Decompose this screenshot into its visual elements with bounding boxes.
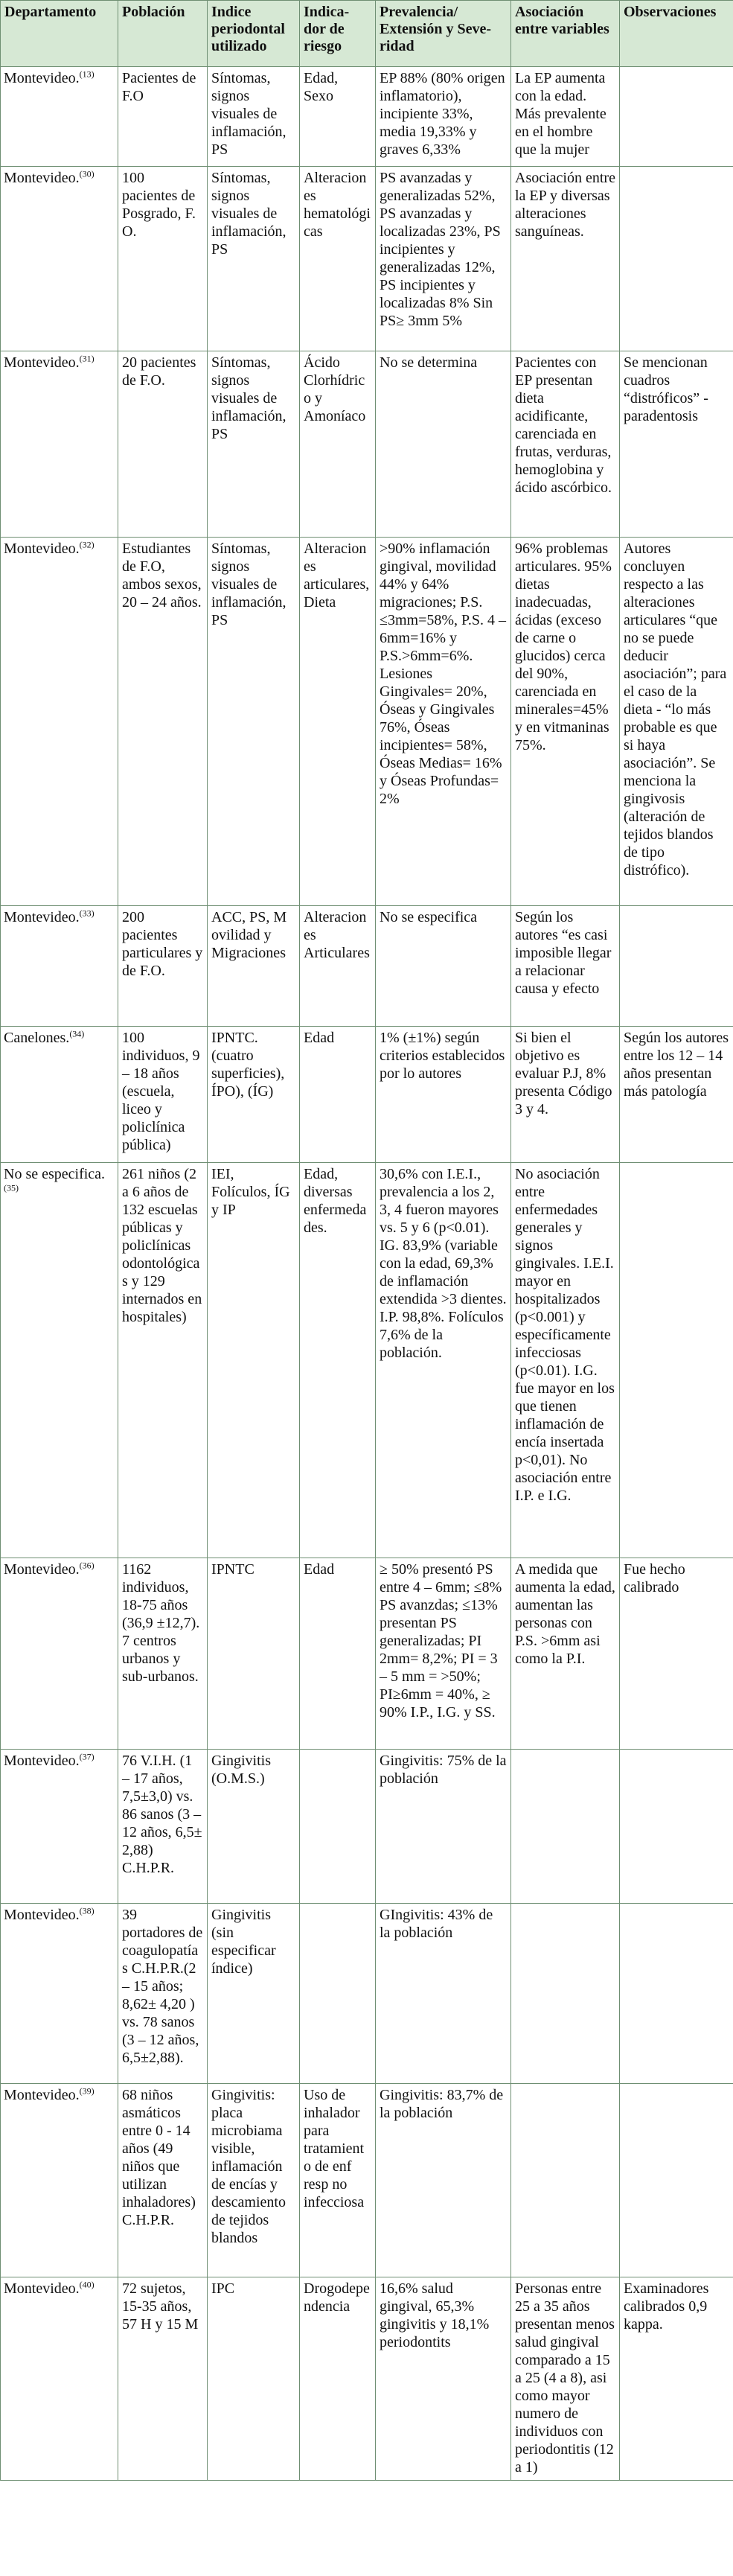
cell-departamento [1, 2277, 118, 2481]
cell-observaciones [620, 1750, 733, 1904]
cell-indicador: Alteraciones articulares, Dieta [300, 538, 376, 906]
cell-indicador: Edad [300, 1027, 376, 1163]
cell-observaciones [620, 67, 733, 167]
table-row [1, 167, 733, 351]
cell-departamento [1, 1558, 118, 1750]
dept-text: Montevideo. [4, 70, 80, 86]
dept-text: Montevideo. [4, 1561, 80, 1578]
ref-sup: (32) [79, 539, 95, 550]
table-row [1, 1163, 733, 1558]
cell-departamento [1, 1027, 118, 1163]
ref-sup: (35) [4, 1182, 19, 1193]
cell-indice: IPNTC [208, 1558, 300, 1750]
cell-indice: Gingivitis (O.M.S.) [208, 1750, 300, 1904]
cell-departamento [1, 167, 118, 351]
cell-observaciones [620, 2084, 733, 2277]
cell-asociacion: Pacientes con EP presentan dieta acidificante, carenciada en frutas, verduras, hemoglobina y ácido ascórbico. [511, 351, 620, 538]
cell-poblacion: 68 niños asmáticos entre 0 - 14 años (49 niños que utilizan inhaladores) C.H.P.R. [118, 2084, 208, 2277]
cell-observaciones [620, 906, 733, 1027]
cell-prevalencia: Gingivitis: 75% de la población [376, 1750, 511, 1904]
cell-asociacion: Según los autores “es casi imposible llegar a relacionar causa y efecto [511, 906, 620, 1027]
cell-prevalencia: No se determina [376, 351, 511, 538]
dept-text: Montevideo. [4, 1907, 80, 1923]
cell-poblacion: Pacientes de F.O [118, 67, 208, 167]
cell-prevalencia: GIngivitis: 43% de la población [376, 1904, 511, 2084]
cell-asociacion [511, 1904, 620, 2084]
cell-indicador: Edad [300, 1558, 376, 1750]
table-row [1, 351, 733, 538]
cell-prevalencia: No se especifica [376, 906, 511, 1027]
dept-text: Montevideo. [4, 541, 80, 557]
cell-prevalencia: ≥ 50% presentó PS entre 4 – 6mm; ≤8% PS avanzdas; ≤13% presentan PS generalizadas; PI 2mm= 8,2%; PI = 3 – 5 mm = >50%; PI≥6mm = 40%, ≥ 90% I.P., I.G. y SS. [376, 1558, 511, 1750]
header-asociacion: Asociación entre variables [511, 1, 620, 67]
cell-prevalencia: EP 88% (80% origen inflamatorio), incipiente 33%, media 19,33% y graves 6,33% [376, 67, 511, 167]
table-row [1, 1027, 733, 1163]
header-departamento: Departamento [1, 1, 118, 67]
table-row [1, 906, 733, 1027]
header-row [1, 1, 733, 67]
cell-prevalencia: 30,6% con I.E.I., prevalencia a los 2, 3, 4 fueron mayores vs. 5 y 6 (p<0.01). IG. 83,9% (variable con la edad, 69,3% de inflamación extendida >3 dientes. I.P. 98,8%. Folículos 7,6% de la población. [376, 1163, 511, 1558]
cell-indice: IEI, Folículos, ÍG y IP [208, 1163, 300, 1558]
ref-sup: (13) [79, 68, 95, 80]
ref-sup: (36) [79, 1560, 95, 1571]
table-row [1, 2277, 733, 2481]
ref-sup: (34) [69, 1028, 85, 1039]
cell-asociacion: Asociación entre la EP y diversas alteraciones sanguíneas. [511, 167, 620, 351]
cell-observaciones [620, 1904, 733, 2084]
cell-departamento [1, 1163, 118, 1558]
dept-text: Canelones. [4, 1030, 70, 1046]
dept-text: Montevideo. [4, 1753, 80, 1769]
table-row [1, 538, 733, 906]
dept-text: Montevideo. [4, 909, 80, 925]
cell-poblacion: 39 portadores de coagulopatías C.H.P.R.(2 – 15 años; 8,62± 4,20 ) vs. 78 sanos (3 – 12 años, 6,5±2,88). [118, 1904, 208, 2084]
cell-indicador: Alteraciones Articulares [300, 906, 376, 1027]
header-poblacion: Población [118, 1, 208, 67]
ref-sup: (30) [79, 168, 95, 179]
header-observaciones: Observaciones [620, 1, 733, 67]
cell-poblacion: 100 pacientes de Posgrado, F. O. [118, 167, 208, 351]
cell-poblacion: 100 individuos, 9 – 18 años (escuela, liceo y policlínica pública) [118, 1027, 208, 1163]
header-indicador: Indica-dor de riesgo [300, 1, 376, 67]
dept-text: Montevideo. [4, 170, 80, 186]
cell-asociacion [511, 1750, 620, 1904]
cell-poblacion: 200 pacientes particulares y de F.O. [118, 906, 208, 1027]
cell-poblacion: 1162 individuos, 18-75 años (36,9 ±12,7). 7 centros urbanos y sub-urbanos. [118, 1558, 208, 1750]
cell-indice: ACC, PS, M ovilidad y Migraciones [208, 906, 300, 1027]
cell-asociacion: Personas entre 25 a 35 años presentan menos salud gingival comparado a 15 a 25 (4 a 8), asi como mayor numero de individuos con periodontitis (12 a 1) [511, 2277, 620, 2481]
header-prevalencia: Prevalencia/ Extensión y Seve-ridad [376, 1, 511, 67]
cell-asociacion: La EP aumenta con la edad. Más prevalente en el hombre que la mujer [511, 67, 620, 167]
table-row [1, 1904, 733, 2084]
cell-departamento [1, 1750, 118, 1904]
cell-poblacion: 72 sujetos, 15-35 años, 57 H y 15 M [118, 2277, 208, 2481]
cell-indice: Gingivitis (sin especificar índice) [208, 1904, 300, 2084]
cell-observaciones: Se mencionan cuadros “distróficos” - paradentosis [620, 351, 733, 538]
cell-indicador: Edad, Sexo [300, 67, 376, 167]
cell-departamento [1, 1904, 118, 2084]
cell-departamento [1, 67, 118, 167]
cell-indicador: Drogodependencia [300, 2277, 376, 2481]
cell-observaciones: Examinadores calibrados 0,9 kappa. [620, 2277, 733, 2481]
cell-poblacion: 20 pacientes de F.O. [118, 351, 208, 538]
cell-indice: Gingivitis: placa microbiama visible, inflamación de encías y descamiento de tejidos blandos [208, 2084, 300, 2277]
cell-indice: Síntomas, signos visuales de inflamación, PS [208, 351, 300, 538]
cell-indicador [300, 1750, 376, 1904]
cell-indice: Síntomas, signos visuales de inflamación, PS [208, 167, 300, 351]
ref-sup: (39) [79, 2085, 95, 2097]
cell-observaciones [620, 1163, 733, 1558]
cell-observaciones: Según los autores entre los 12 – 14 años presentan más patología [620, 1027, 733, 1163]
cell-observaciones: Autores concluyen respecto a las alteraciones articulares “que no se puede deducir asociación”; para el caso de la dieta - “lo más probable es que si haya asociación”. Se menciona la gingivosis (alteración de tejidos blandos de tipo distrófico). [620, 538, 733, 906]
dept-text: Montevideo. [4, 2087, 80, 2103]
cell-poblacion: 261 niños (2 a 6 años de 132 escuelas públicas y policlínicas odontológicas y 129 internados en hospitales) [118, 1163, 208, 1558]
dept-text: No se especifica. [4, 1166, 106, 1182]
cell-departamento [1, 2084, 118, 2277]
cell-prevalencia: >90% inflamación gingival, movilidad 44% y 64% migraciones; P.S. ≤3mm=58%, P.S. 4 – 6mm=16% y P.S.>6mm=6%. Lesiones Gingivales= 20%, Óseas y Gingivales 76%, Óseas incipientes= 58%, Óseas Medias= 16% y Óseas Profundas= 2% [376, 538, 511, 906]
cell-asociacion: A medida que aumenta la edad, aumentan las personas con P.S. >6mm asi como la P.I. [511, 1558, 620, 1750]
ref-sup: (31) [79, 353, 95, 364]
table-row [1, 2084, 733, 2277]
cell-indicador [300, 1904, 376, 2084]
ref-sup: (37) [79, 1751, 95, 1762]
dept-text: Montevideo. [4, 2280, 80, 2297]
table-row [1, 67, 733, 167]
cell-prevalencia: 16,6% salud gingival, 65,3% gingivitis y 18,1% periodontits [376, 2277, 511, 2481]
cell-asociacion: Si bien el objetivo es evaluar P.J, 8% presenta Código 3 y 4. [511, 1027, 620, 1163]
cell-asociacion [511, 2084, 620, 2277]
ref-sup: (38) [79, 1905, 95, 1916]
cell-indicador: Uso de inhalador para tratamiento de enf resp no infecciosa [300, 2084, 376, 2277]
cell-prevalencia: PS avanzadas y generalizadas 52%, PS avanzadas y localizadas 23%, PS incipientes y generalizadas 12%, PS incipientes y localizadas 8% Sin PS≥ 3mm 5% [376, 167, 511, 351]
cell-asociacion: No asociación entre enfermedades generales y signos gingivales. I.E.I. mayor en hospitalizados (p<0.001) y específicamente infecciosas (p<0.01). I.G. fue mayor en los que tienen inflamación de encía insertada p<0,01). No asociación entre I.P. e I.G. [511, 1163, 620, 1558]
cell-indicador: Alteraciones hematológicas [300, 167, 376, 351]
cell-departamento [1, 538, 118, 906]
header-indice: Indice periodontal utilizado [208, 1, 300, 67]
cell-observaciones: Fue hecho calibrado [620, 1558, 733, 1750]
cell-indice: IPC [208, 2277, 300, 2481]
dept-text: Montevideo. [4, 354, 80, 371]
cell-indicador: Edad, diversas enfermedades. [300, 1163, 376, 1558]
ref-sup: (40) [79, 2279, 95, 2290]
cell-indice: Síntomas, signos visuales de inflamación, PS [208, 67, 300, 167]
cell-departamento [1, 351, 118, 538]
cell-poblacion: 76 V.I.H. (1 – 17 años, 7,5±3,0) vs. 86 sanos (3 – 12 años, 6,5± 2,88) C.H.P.R. [118, 1750, 208, 1904]
cell-observaciones [620, 167, 733, 351]
cell-indicador: Ácido Clorhídrico y Amoníaco [300, 351, 376, 538]
cell-indice: Síntomas, signos visuales de inflamación, PS [208, 538, 300, 906]
table-row [1, 1750, 733, 1904]
cell-prevalencia: Gingivitis: 83,7% de la población [376, 2084, 511, 2277]
cell-poblacion: Estudiantes de F.O, ambos sexos, 20 – 24 años. [118, 538, 208, 906]
table-row [1, 1558, 733, 1750]
cell-asociacion: 96% problemas articulares. 95% dietas inadecuadas, ácidas (exceso de carne o glucidos) cerca del 90%, carenciada en minerales=45% y en vitmaninas 75%. [511, 538, 620, 906]
cell-prevalencia: 1% (±1%) según criterios establecidos por lo autores [376, 1027, 511, 1163]
ref-sup: (33) [79, 908, 95, 919]
cell-indice: IPNTC. (cuatro superficies), ÍPO), (ÍG) [208, 1027, 300, 1163]
cell-departamento [1, 906, 118, 1027]
